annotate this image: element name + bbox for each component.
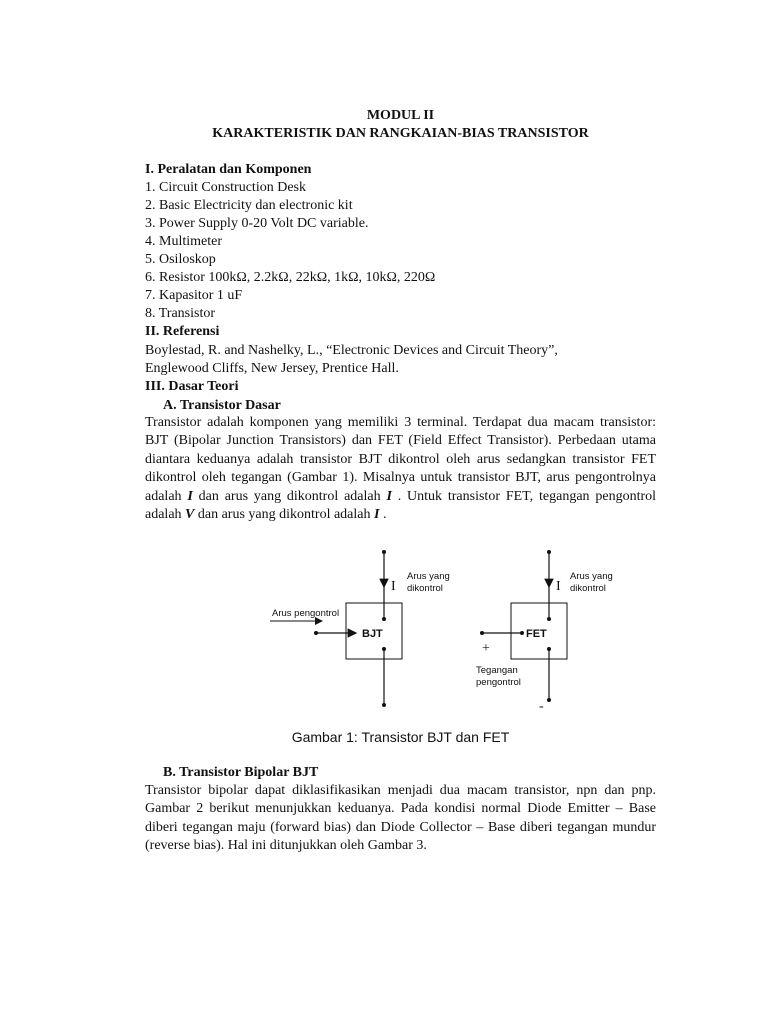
controlled-current-label: dikontrol <box>407 583 443 594</box>
transistor-figure <box>260 545 640 715</box>
equipment-item: 6. Resistor 100kΩ, 2.2kΩ, 22kΩ, 1kΩ, 10kΩ, 220Ω <box>145 270 436 285</box>
controlled-current-label: dikontrol <box>570 583 606 594</box>
minus-sign: - <box>539 699 544 714</box>
module-number: MODUL II <box>366 108 435 123</box>
fet-diagram <box>476 550 613 714</box>
control-voltage-label: pengontrol <box>476 677 521 688</box>
terminal-dot <box>547 698 551 702</box>
equipment-item: 5. Osiloskop <box>145 252 216 267</box>
equipment-item: 3. Power Supply 0-20 Volt DC variable. <box>145 216 369 231</box>
terminal-dot <box>382 550 386 554</box>
symbol-v: V <box>185 507 195 523</box>
section-heading-reference: II. Referensi <box>145 324 220 339</box>
paragraph-basic-transistor: Transistor adalah komponen yang memiliki 3 terminal. Terdapat dua macam transistor: BJT (Bipolar Junction Transistors) dan FET (Field Effect Transistor). Perbedaan utama diantara keduanya adalah transistor BJT dikontrol oleh arus sedangkan transistor FET dikontrol oleh tegangan (Gambar 1). Misalnya untuk transistor BJT, arus pengontrolnya adalah I dan arus yang dikontrol adalah I . Untuk transistor FET, tegangan pengontrol adalah V dan arus yang dikontrol adalah I . <box>145 415 657 523</box>
subsection-heading-bjt: B. Transistor Bipolar BJT <box>163 765 319 780</box>
control-voltage-label: Tegangan <box>476 665 518 676</box>
controlled-current-label: Arus yang <box>407 571 450 582</box>
bjt-current-symbol: I <box>391 579 396 594</box>
bjt-label: BJT <box>362 628 383 640</box>
fet-label: FET <box>526 628 547 640</box>
terminal-dot <box>382 703 386 707</box>
symbol-i: I <box>187 488 193 504</box>
terminal-dot <box>382 647 386 651</box>
control-current-label: Arus pengontrol <box>272 608 340 619</box>
terminal-dot <box>520 631 524 635</box>
subsection-heading-basic-transistor: A. Transistor Dasar <box>163 398 281 413</box>
paragraph-bjt: Transistor bipolar dapat diklasifikasikan menjadi dua macam transistor, npn dan pnp. Gambar 2 berikut menunjukkan keduanya. Pada kondisi normal Diode Emitter – Base diberi tegangan maju (forward bias) dan Diode Collector – Base diberi tegangan mundur (reverse bias). Hal ini ditunjukkan oleh Gambar 3. <box>145 783 656 854</box>
equipment-item: 7. Kapasitor 1 uF <box>145 288 243 303</box>
reference-line: Englewood Cliffs, New Jersey, Prentice Hall. <box>145 361 399 376</box>
bjt-diagram <box>270 550 450 707</box>
section-heading-theory: III. Dasar Teori <box>145 379 239 394</box>
terminal-dot <box>480 631 484 635</box>
section-heading-equipment: I. Peralatan dan Komponen <box>145 162 312 177</box>
figure-caption: Gambar 1: Transistor BJT dan FET <box>291 729 510 745</box>
fet-current-symbol: I <box>556 579 561 594</box>
terminal-dot <box>314 631 318 635</box>
terminal-dot <box>547 550 551 554</box>
terminal-dot <box>547 617 551 621</box>
equipment-item: 2. Basic Electricity dan electronic kit <box>145 198 353 213</box>
controlled-current-label: Arus yang <box>570 571 613 582</box>
terminal-dot <box>382 617 386 621</box>
equipment-item: 8. Transistor <box>145 306 216 321</box>
symbol-i: I <box>386 488 392 504</box>
module-title: KARAKTERISTIK DAN RANGKAIAN-BIAS TRANSISTOR <box>212 126 589 141</box>
equipment-item: 1. Circuit Construction Desk <box>145 180 306 195</box>
symbol-i: I <box>374 507 380 523</box>
terminal-dot <box>547 647 551 651</box>
plus-sign: + <box>482 641 490 656</box>
equipment-item: 4. Multimeter <box>145 234 222 249</box>
reference-line: Boylestad, R. and Nashelky, L., “Electronic Devices and Circuit Theory”, <box>145 343 558 358</box>
